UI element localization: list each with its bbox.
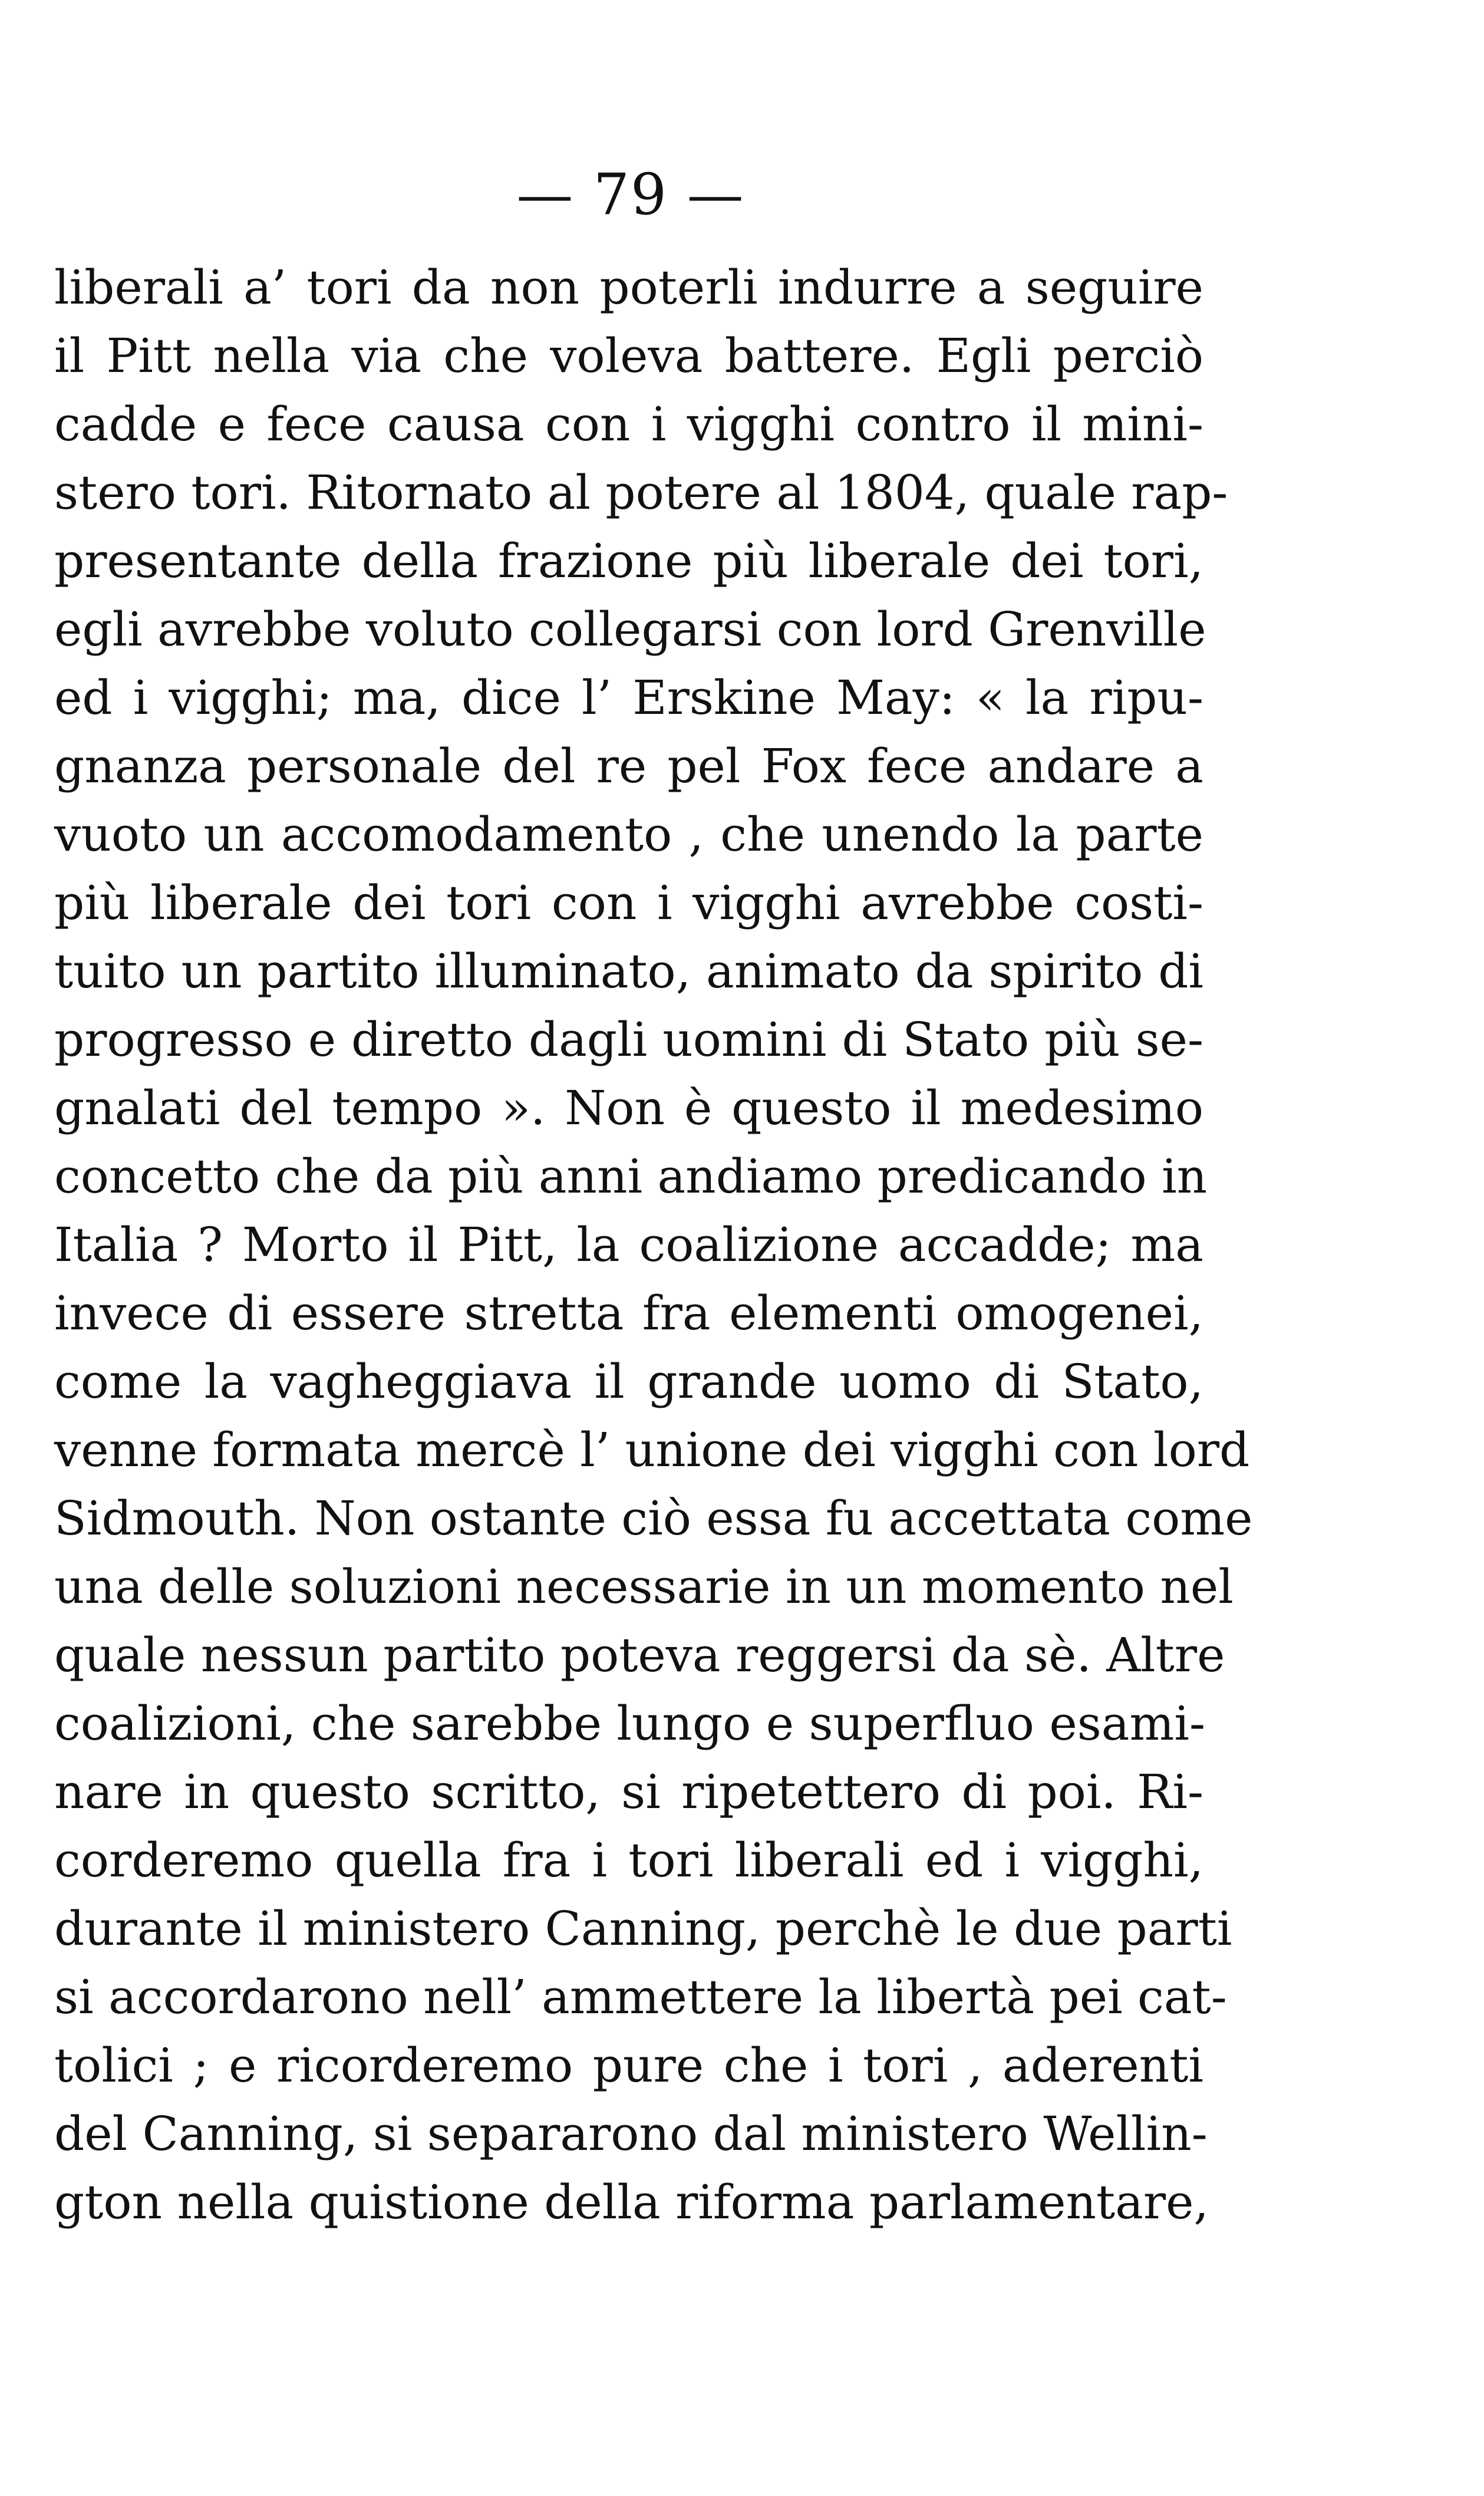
- text-line: più liberale dei tori con i vigghi avrebbe costi-: [54, 875, 1203, 930]
- text-line: Sidmouth. Non ostante ciò essa fu accettata come: [54, 1491, 1253, 1546]
- text-line: tolici ; e ricorderemo pure che i tori , aderenti: [54, 2038, 1203, 2093]
- text-line: si accordarono nell’ ammettere la libertà pei cat-: [54, 1970, 1227, 2024]
- text-line: vuoto un accomodamento , che unendo la parte: [54, 807, 1203, 862]
- text-line: gnanza personale del re pel Fox fece andare a: [54, 739, 1203, 793]
- text-line: progresso e diretto dagli uomini di Stato più se-: [54, 1012, 1203, 1067]
- text-line: ed i vigghi; ma, dice l’ Erskine May: « la ripu-: [54, 670, 1203, 725]
- text-line: del Canning, si separarono dal ministero Wellin-: [54, 2106, 1208, 2161]
- text-line: durante il ministero Canning, perchè le due parti: [54, 1901, 1232, 1956]
- text-line: una delle soluzioni necessarie in un momento nel: [54, 1559, 1234, 1614]
- text-line: cadde e fece causa con i vigghi contro il mini-: [54, 397, 1203, 452]
- text-line: liberali a’ tori da non poterli indurre a seguire: [54, 260, 1203, 315]
- text-line: egli avrebbe voluto collegarsi con lord Grenville: [54, 602, 1206, 657]
- text-line: invece di essere stretta fra elementi omogenei,: [54, 1286, 1203, 1341]
- text-line: nare in questo scritto, si ripetettero di poi. Ri-: [54, 1764, 1203, 1819]
- text-line: come la vagheggiava il grande uomo di Stato,: [54, 1354, 1203, 1409]
- text-line: il Pitt nella via che voleva battere. Egli perciò: [54, 328, 1203, 383]
- text-line: tuito un partito illuminato, animato da spirito di: [54, 944, 1203, 999]
- text-line: quale nessun partito poteva reggersi da sè. Altre: [54, 1628, 1225, 1682]
- page-number: — 79 —: [516, 162, 745, 228]
- text-line: corderemo quella fra i tori liberali ed i vigghi,: [54, 1833, 1203, 1888]
- body-text: [54, 253, 1253, 2237]
- text-line: coalizioni, che sarebbe lungo e superfluo esami-: [54, 1696, 1205, 1751]
- text-line: gnalati del tempo ». Non è questo il medesimo: [54, 1081, 1203, 1135]
- text-line: presentante della frazione più liberale dei tori,: [54, 534, 1203, 588]
- text-line: Italia ? Morto il Pitt, la coalizione accadde; ma: [54, 1217, 1203, 1272]
- text-line: gton nella quistione della riforma parlamentare,: [54, 2175, 1209, 2230]
- text-line: stero tori. Ritornato al potere al 1804, quale rap-: [54, 465, 1228, 520]
- text-line: venne formata mercè l’ unione dei vigghi con lord: [54, 1422, 1250, 1477]
- text-line: concetto che da più anni andiamo predicando in: [54, 1149, 1208, 1204]
